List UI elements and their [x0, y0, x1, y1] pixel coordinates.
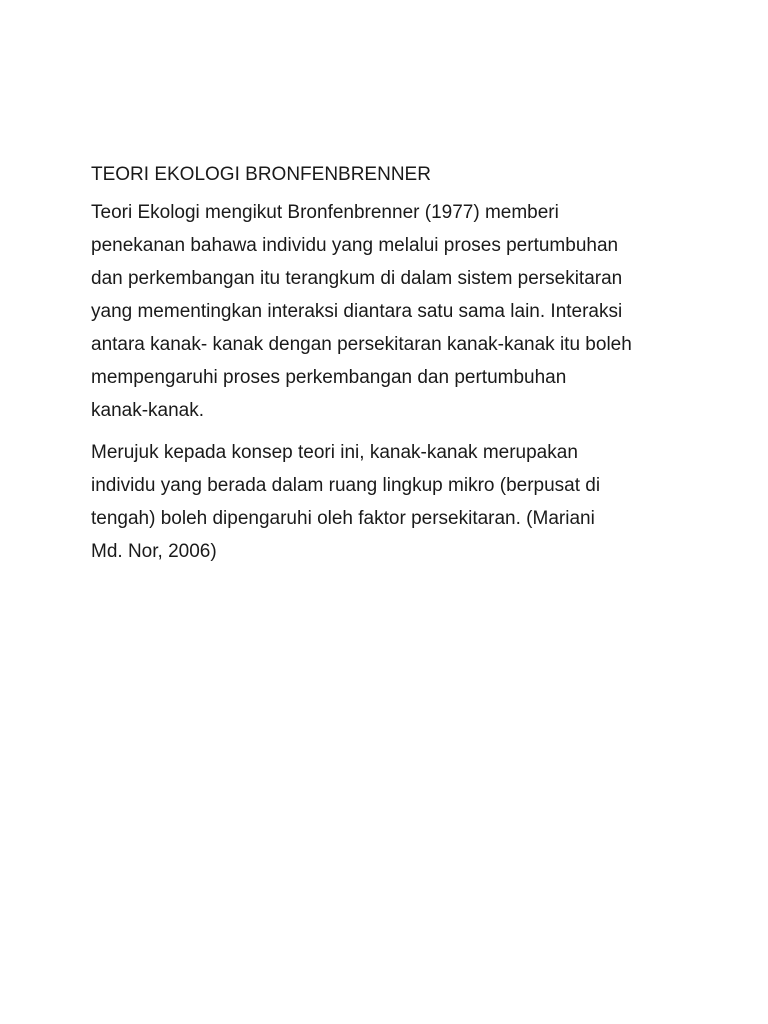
paragraph-line: Md. Nor, 2006) — [91, 541, 217, 562]
paragraph-line: mempengaruhi proses perkembangan dan pertumbuhan — [91, 367, 567, 388]
paragraph-line: tengah) boleh dipengaruhi oleh faktor persekitaran. (Mariani — [91, 508, 595, 529]
paragraph-line: dan perkembangan itu terangkum di dalam sistem persekitaran — [91, 268, 623, 289]
document-heading: TEORI EKOLOGI BRONFENBRENNER — [91, 164, 431, 185]
document-body — [91, 162, 691, 577]
paragraph-line: antara kanak- kanak dengan persekitaran kanak-kanak itu boleh — [91, 334, 632, 355]
paragraph-1 — [91, 196, 691, 427]
paragraph-line: Merujuk kepada konsep teori ini, kanak-kanak merupakan — [91, 442, 578, 463]
paragraph-line: Teori Ekologi mengikut Bronfenbrenner (1977) memberi — [91, 202, 559, 223]
paragraph-2 — [91, 436, 691, 568]
paragraph-line: penekanan bahawa individu yang melalui proses pertumbuhan — [91, 235, 619, 256]
paragraph-line: yang mementingkan interaksi diantara satu sama lain. Interaksi — [91, 301, 623, 322]
paragraph-line: kanak-kanak. — [91, 400, 205, 421]
paragraph-line: individu yang berada dalam ruang lingkup mikro (berpusat di — [91, 475, 601, 496]
